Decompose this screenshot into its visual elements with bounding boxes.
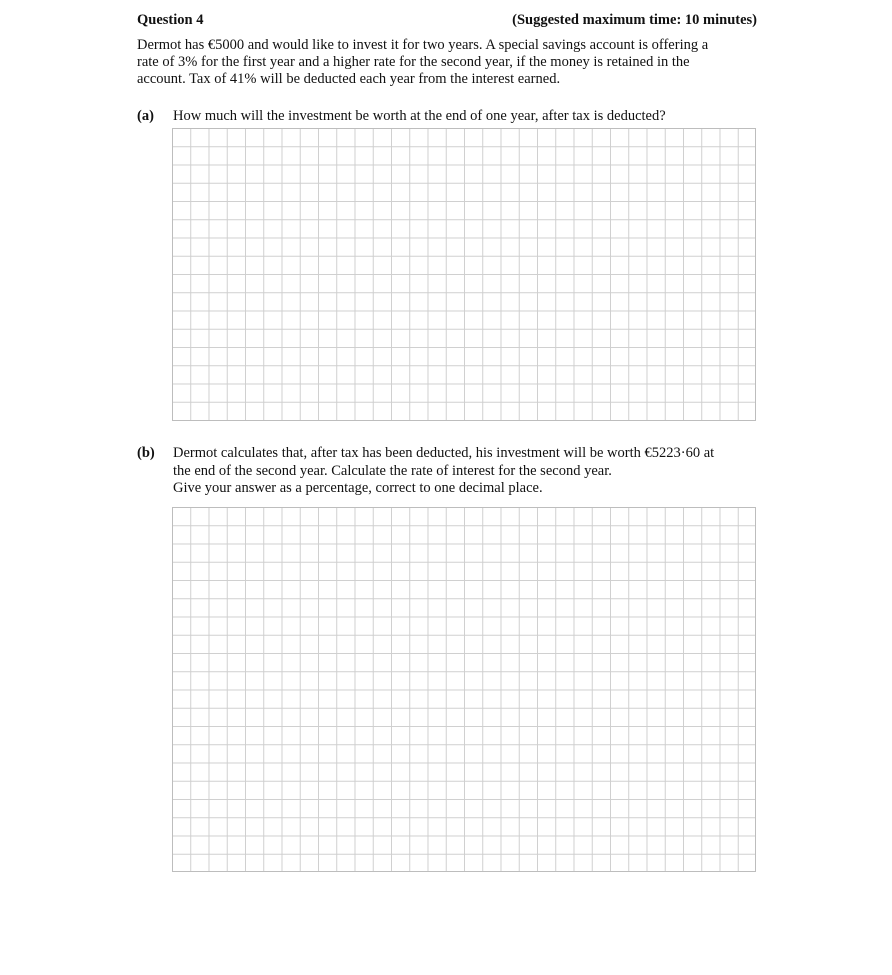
suggested-time-note: (Suggested maximum time: 10 minutes) — [512, 12, 757, 28]
part-b-text — [173, 445, 763, 498]
part-b-line: the end of the second year. Calculate the rate of interest for the second year. — [173, 462, 612, 479]
part-b-line: Give your answer as a percentage, correct to one decimal place. — [173, 480, 543, 496]
part-a-line: How much will the investment be worth at the end of one year, after tax is deducted? — [173, 108, 666, 124]
part-b-line: Dermot calculates that, after tax has been deducted, his investment will be worth €5223·60 at — [173, 445, 715, 461]
question-header — [137, 12, 757, 32]
intro-line: Dermot has €5000 and would like to invest it for two years. A special savings account is offering a — [137, 37, 709, 53]
intro-line: account. Tax of 41% will be deducted each year from the interest earned. — [137, 71, 561, 87]
answer-grid-b[interactable] — [172, 507, 756, 872]
intro-line: rate of 3% for the first year and a higher rate for the second year, if the money is retained in the — [137, 54, 690, 70]
question-title: Question 4 — [137, 12, 204, 28]
part-b-label: (b) — [137, 445, 155, 461]
question-intro — [137, 37, 757, 88]
answer-grid-a[interactable] — [172, 128, 756, 421]
part-a-text — [173, 108, 763, 126]
part-a-label: (a) — [137, 108, 154, 124]
